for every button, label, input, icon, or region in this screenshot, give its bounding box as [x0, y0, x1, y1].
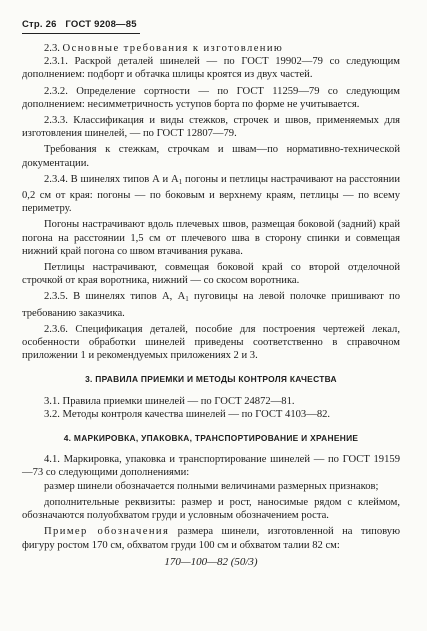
- paragraph-stitch-requirements: Требования к стежкам, строчкам и швам—по нормативно-технической документации.: [22, 144, 400, 169]
- paragraph-3-2: 3.2. Методы контроля качества шинелей — по ГОСТ 4103—82.: [44, 408, 331, 420]
- paragraph-2-3-2: 2.3.2. Определение сортности — по ГОСТ 11259—79 со следующим дополнением: несимметричность уступов борта по форме не учитывается.: [22, 85, 400, 110]
- page-number: Стр. 26: [22, 19, 57, 30]
- paragraph-2-3-6: 2.3.6. Спецификация деталей, пособие для построения чертежей лекал, особенности обработки шинелей приведены соответственно в справочном приложении 1 и рекомендуемых приложениях 2 и 3.: [22, 323, 400, 362]
- text-span: пуговицы на левой полочке пришивают по требованию заказчика.: [22, 291, 400, 319]
- size-formula: 170—100—82 (50/3): [164, 555, 258, 568]
- subscript: 1: [185, 295, 189, 304]
- text-span: 2.3.4. В шинелях типов А и А: [44, 173, 179, 185]
- subsection-title: Основные требования к изготовлению: [62, 43, 284, 54]
- paragraph-size-designation: размер шинели обозначается полными величинами размерных признаков;: [44, 480, 379, 492]
- text-span: размера шинели, изготовленной на типовую фигуру ростом 170 см, обхватом груди 100 см и обхватом талии 82 см:: [22, 526, 400, 551]
- header-rule: [22, 33, 140, 34]
- standard-code: ГОСТ 9208—85: [65, 19, 137, 30]
- paragraph-2-3-4: [22, 173, 400, 216]
- paragraph-2-3-3: 2.3.3. Классификация и виды стежков, строчек и швов, применяемых для изготовления шинелей, — по ГОСТ 12807—79.: [22, 115, 400, 140]
- text-span: 2.3.5. В шинелях типов А, А: [44, 291, 186, 303]
- paragraph-example: [22, 525, 400, 551]
- section-3-title: 3. ПРАВИЛА ПРИЕМКИ И МЕТОДЫ КОНТРОЛЯ КАЧЕСТВА: [85, 374, 337, 385]
- section-4-title: 4. МАРКИРОВКА, УПАКОВКА, ТРАНСПОРТИРОВАНИЕ И ХРАНЕНИЕ: [63, 433, 359, 444]
- paragraph-3-1: 3.1. Правила приемки шинелей — по ГОСТ 24872—81.: [44, 395, 295, 407]
- paragraph-tabs: Петлицы настрачивают, совмещая боковой край со второй отделочной строчкой от края воротника, нижний — со скосом воротника.: [22, 262, 400, 287]
- text-span: погоны и петлицы настрачивают на расстоянии 0,2 см от края: погоны — по боковым и верхнему краям, петлицы — по всему периметру.: [22, 173, 400, 215]
- paragraph-4-1: 4.1. Маркировка, упаковка и транспортирование шинелей — по ГОСТ 19159—73 со следующими дополнениями:: [22, 454, 400, 479]
- paragraph-epaulets: Погоны настрачивают вдоль плечевых швов, размещая боковой (задний) край погона на расстоянии 1,5 см от плечевого шва в сторону спинки и совмещая нижний край погона со швом втачивания рукава.: [22, 219, 400, 257]
- page-header: [22, 19, 137, 30]
- subsection-number: 2.3.: [44, 43, 60, 54]
- paragraph-extra-details: дополнительные реквизиты: размер и рост, наносимые рядом с клеймом, обозначаются полуобхватом груди и условным обозначением роста.: [22, 496, 400, 522]
- paragraph-2-3-1: 2.3.1. Раскрой деталей шинелей — по ГОСТ 19902—79 со следующим дополнением: подборт и обтачка шлицы кроятся из двух частей.: [22, 56, 400, 81]
- document-body: [22, 42, 400, 569]
- subscript: 1: [178, 177, 183, 186]
- example-label: Пример обозначения: [44, 526, 170, 538]
- subsection-heading-2-3: [22, 42, 400, 55]
- paragraph-2-3-5: [22, 290, 400, 319]
